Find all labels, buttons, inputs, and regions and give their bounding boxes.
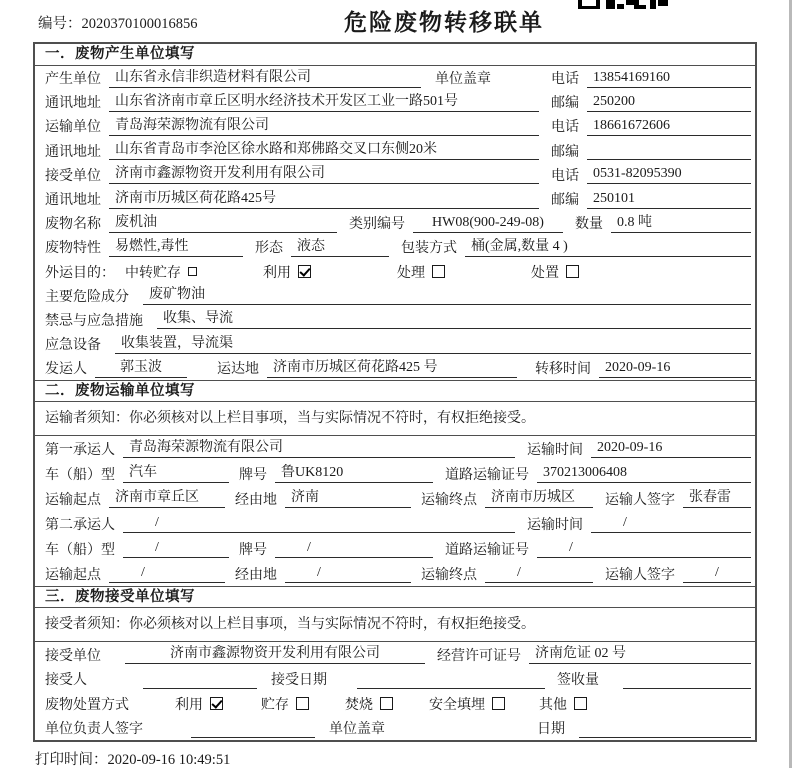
print-time-label: 打印时间： bbox=[35, 752, 108, 768]
packaging-label: 包装方式 bbox=[401, 241, 457, 257]
plate2-label: 牌号 bbox=[239, 542, 267, 558]
accept-unit-value: 济南市鑫源物资开发利用有限公司 bbox=[125, 645, 425, 664]
hazard-value: 废矿物油 bbox=[143, 286, 751, 305]
waste-name-value: 废机油 bbox=[109, 214, 337, 233]
transporter-address-row bbox=[35, 139, 755, 163]
disposal-option-landfill bbox=[429, 694, 505, 714]
zip2-label: 邮编 bbox=[551, 144, 579, 160]
sign1-value: 张春雷 bbox=[683, 489, 751, 508]
plate2-value: / bbox=[275, 539, 433, 558]
unit-seal2-label: 单位盖章 bbox=[329, 722, 385, 738]
vehicle1-label: 车（船）型 bbox=[45, 467, 115, 483]
transfer-time-label: 转移时间 bbox=[535, 362, 591, 378]
plate1-value: 鲁UK8120 bbox=[275, 464, 433, 483]
origin2-value: / bbox=[109, 564, 225, 583]
zip3-label: 邮编 bbox=[551, 193, 579, 209]
receiver-notice: 接受者须知：你必须核对以上栏目事项，当与实际情况不符时，有权拒绝接受。 bbox=[35, 608, 755, 642]
document-header bbox=[0, 0, 796, 42]
purpose-option-label: 处理 bbox=[397, 265, 425, 281]
precautions-row bbox=[35, 308, 755, 332]
phone1-value: 13854169160 bbox=[587, 69, 751, 88]
characteristics-value: 易燃性,毒性 bbox=[109, 238, 243, 257]
recipient-label: 接受人 bbox=[45, 673, 87, 689]
zip1-label: 邮编 bbox=[551, 96, 579, 112]
accept-date-label: 接受日期 bbox=[271, 673, 327, 689]
address3-value: 济南市历城区荷花路425号 bbox=[109, 190, 539, 209]
zip1-value: 250200 bbox=[587, 93, 751, 112]
transporter-value: 青岛海荣源物流有限公司 bbox=[109, 117, 539, 136]
disposal-option-utilize bbox=[175, 694, 223, 714]
carrier2-value: / bbox=[123, 514, 515, 533]
plate1-label: 牌号 bbox=[239, 467, 267, 483]
transporter-row bbox=[35, 114, 755, 138]
via1-label: 经由地 bbox=[235, 492, 277, 508]
permit2-value: / bbox=[537, 539, 751, 558]
end1-value: 济南市历城区 bbox=[485, 489, 593, 508]
checkbox-disposal-utilize bbox=[210, 697, 223, 710]
phone1-label: 电话 bbox=[551, 72, 579, 88]
via1-value: 济南 bbox=[285, 489, 411, 508]
checkbox-disposal-incinerate bbox=[380, 697, 393, 710]
page-title: 危险废物转移联单 bbox=[344, 10, 544, 35]
producer-row bbox=[35, 66, 755, 90]
second-vehicle-row bbox=[35, 536, 755, 561]
permit2-label: 道路运输证号 bbox=[445, 542, 529, 558]
license-value: 济南危证 02 号 bbox=[529, 645, 751, 664]
accept-unit-row bbox=[35, 642, 755, 667]
purpose-option-dispose bbox=[531, 262, 579, 282]
vehicle2-value: / bbox=[123, 539, 229, 558]
end1-label: 运输终点 bbox=[421, 492, 477, 508]
phone3-label: 电话 bbox=[551, 168, 579, 184]
recipient-row bbox=[35, 667, 755, 692]
shipper-row bbox=[35, 356, 755, 380]
transfer-time-value: 2020-09-16 bbox=[599, 359, 751, 378]
vehicle1-value: 汽车 bbox=[123, 464, 229, 483]
origin1-label: 运输起点 bbox=[45, 492, 101, 508]
disposal-option-label: 利用 bbox=[175, 697, 203, 713]
sign2-label: 运输人签字 bbox=[605, 567, 675, 583]
first-carrier-row bbox=[35, 436, 755, 461]
transporter-notice: 运输者须知：你必须核对以上栏目事项，当与实际情况不符时，有权拒绝接受。 bbox=[35, 402, 755, 436]
carrier2-label: 第二承运人 bbox=[45, 517, 115, 533]
end2-value: / bbox=[485, 564, 593, 583]
purpose-option-label: 利用 bbox=[263, 265, 291, 281]
checkbox-disposal-other bbox=[574, 697, 587, 710]
disposal-option-label: 贮存 bbox=[261, 697, 289, 713]
sign2-value: / bbox=[683, 564, 751, 583]
address1-label: 通讯地址 bbox=[45, 96, 101, 112]
receiver-row bbox=[35, 163, 755, 187]
purpose-option-utilize bbox=[263, 262, 311, 282]
purpose-option-transfer-storage bbox=[125, 262, 197, 282]
purpose-option-label: 中转贮存 bbox=[125, 265, 181, 281]
document-number-label: 编号： bbox=[38, 16, 82, 32]
first-route-row bbox=[35, 486, 755, 511]
zip2-value bbox=[587, 141, 751, 160]
time1-label: 运输时间 bbox=[527, 442, 583, 458]
producer-label: 产生单位 bbox=[45, 72, 101, 88]
characteristics-label: 废物特性 bbox=[45, 241, 101, 257]
section-transporter bbox=[35, 380, 755, 586]
accept-unit-label: 接受单位 bbox=[45, 648, 101, 664]
first-vehicle-row bbox=[35, 461, 755, 486]
time1-value: 2020-09-16 bbox=[591, 439, 751, 458]
purpose-label: 外运目的： bbox=[45, 265, 115, 281]
via2-label: 经由地 bbox=[235, 567, 277, 583]
purpose-option-treat bbox=[397, 262, 445, 282]
checkbox-disposal-landfill bbox=[492, 697, 505, 710]
purpose-option-label: 处置 bbox=[531, 265, 559, 281]
address2-value: 山东省青岛市李沧区徐水路和郑佛路交叉口东侧20米 bbox=[109, 141, 539, 160]
checkbox-treat bbox=[432, 265, 445, 278]
address2-label: 通讯地址 bbox=[45, 144, 101, 160]
accept-date-value bbox=[357, 670, 545, 689]
permit1-label: 道路运输证号 bbox=[445, 467, 529, 483]
carrier1-value: 青岛海荣源物流有限公司 bbox=[123, 439, 515, 458]
print-time bbox=[35, 748, 230, 769]
disposal-option-store bbox=[261, 694, 309, 714]
hazard-components-row bbox=[35, 284, 755, 308]
form-label: 形态 bbox=[255, 241, 283, 257]
waste-name-label: 废物名称 bbox=[45, 217, 101, 233]
phone2-label: 电话 bbox=[551, 120, 579, 136]
form-value: 液态 bbox=[291, 238, 389, 257]
equipment-label: 应急设备 bbox=[45, 338, 101, 354]
via2-value: / bbox=[285, 564, 411, 583]
receiver-label: 接受单位 bbox=[45, 168, 101, 184]
unit-seal-label: 单位盖章 bbox=[435, 72, 491, 88]
shipper-value: 郭玉波 bbox=[95, 359, 187, 378]
quantity-label: 数量 bbox=[575, 217, 603, 233]
time2-value: / bbox=[591, 514, 751, 533]
category-label: 类别编号 bbox=[349, 217, 405, 233]
section2-title: 二．废物运输单位填写 bbox=[35, 380, 755, 402]
disposal-option-label: 其他 bbox=[539, 697, 567, 713]
manifest-form-table bbox=[33, 42, 757, 742]
transfer-purpose-row bbox=[35, 260, 755, 284]
address3-label: 通讯地址 bbox=[45, 193, 101, 209]
producer-value: 山东省永信非织造材料有限公司 bbox=[109, 69, 421, 88]
section-receiver bbox=[35, 586, 755, 740]
document-number-value: 2020370100016856 bbox=[81, 16, 198, 32]
zip3-value: 250101 bbox=[587, 190, 751, 209]
transporter-label: 运输单位 bbox=[45, 120, 101, 136]
origin1-value: 济南市章丘区 bbox=[109, 489, 225, 508]
section3-title: 三．废物接受单位填写 bbox=[35, 586, 755, 608]
producer-address-row bbox=[35, 90, 755, 114]
recipient-value bbox=[143, 670, 257, 689]
origin2-label: 运输起点 bbox=[45, 567, 101, 583]
permit1-value: 370213006408 bbox=[537, 464, 751, 483]
time2-label: 运输时间 bbox=[527, 517, 583, 533]
destination-value: 济南市历城区荷花路425 号 bbox=[267, 359, 517, 378]
category-value: HW08(900-249-08) bbox=[413, 214, 563, 233]
signed-amount-label: 签收量 bbox=[557, 673, 599, 689]
phone2-value: 18661672606 bbox=[587, 117, 751, 136]
section-producer bbox=[35, 44, 755, 380]
vehicle2-label: 车（船）型 bbox=[45, 542, 115, 558]
page-edge-strip bbox=[789, 0, 792, 768]
waste-name-row bbox=[35, 211, 755, 235]
responsible-signature-label: 单位负责人签字 bbox=[45, 722, 143, 738]
date-value bbox=[579, 719, 751, 738]
quantity-value: 0.8 吨 bbox=[611, 214, 751, 233]
checkbox-disposal-store bbox=[296, 697, 309, 710]
precautions-label: 禁忌与应急措施 bbox=[45, 313, 143, 329]
date-label: 日期 bbox=[537, 722, 565, 738]
responsible-signature-value bbox=[191, 719, 315, 738]
signed-amount-value bbox=[623, 670, 751, 689]
disposal-method-row bbox=[35, 691, 755, 716]
address1-value: 山东省济南市章丘区明水经济技术开发区工业一路501号 bbox=[109, 93, 539, 112]
precautions-value: 收集、导流 bbox=[157, 310, 751, 329]
disposal-option-label: 焚烧 bbox=[345, 697, 373, 713]
waste-characteristics-row bbox=[35, 235, 755, 259]
disposal-option-incinerate bbox=[345, 694, 393, 714]
checkbox-transfer-storage bbox=[188, 267, 197, 276]
end2-label: 运输终点 bbox=[421, 567, 477, 583]
emergency-equipment-row bbox=[35, 332, 755, 356]
qr-code-fragment-icon bbox=[578, 0, 668, 10]
equipment-value: 收集装置，导流渠 bbox=[115, 335, 751, 354]
license-label: 经营许可证号 bbox=[437, 648, 521, 664]
receiver-address-row bbox=[35, 187, 755, 211]
second-carrier-row bbox=[35, 511, 755, 536]
phone3-value: 0531-82095390 bbox=[587, 165, 751, 184]
destination-label: 运达地 bbox=[217, 362, 259, 378]
carrier1-label: 第一承运人 bbox=[45, 442, 115, 458]
receiver-value: 济南市鑫源物资开发利用有限公司 bbox=[109, 165, 539, 184]
disposal-option-other bbox=[539, 694, 587, 714]
hazard-label: 主要危险成分 bbox=[45, 289, 129, 305]
disposal-option-label: 安全填埋 bbox=[429, 697, 485, 713]
sign1-label: 运输人签字 bbox=[605, 492, 675, 508]
section1-title: 一．废物产生单位填写 bbox=[35, 44, 755, 66]
checkbox-utilize bbox=[298, 265, 311, 278]
disposal-label: 废物处置方式 bbox=[45, 697, 129, 713]
packaging-value: 桶(金属,数量 4 ) bbox=[465, 238, 751, 257]
responsible-signature-row bbox=[35, 716, 755, 741]
print-time-value: 2020-09-16 10:49:51 bbox=[107, 752, 231, 768]
checkbox-dispose bbox=[566, 265, 579, 278]
shipper-label: 发运人 bbox=[45, 362, 87, 378]
second-route-row bbox=[35, 561, 755, 586]
